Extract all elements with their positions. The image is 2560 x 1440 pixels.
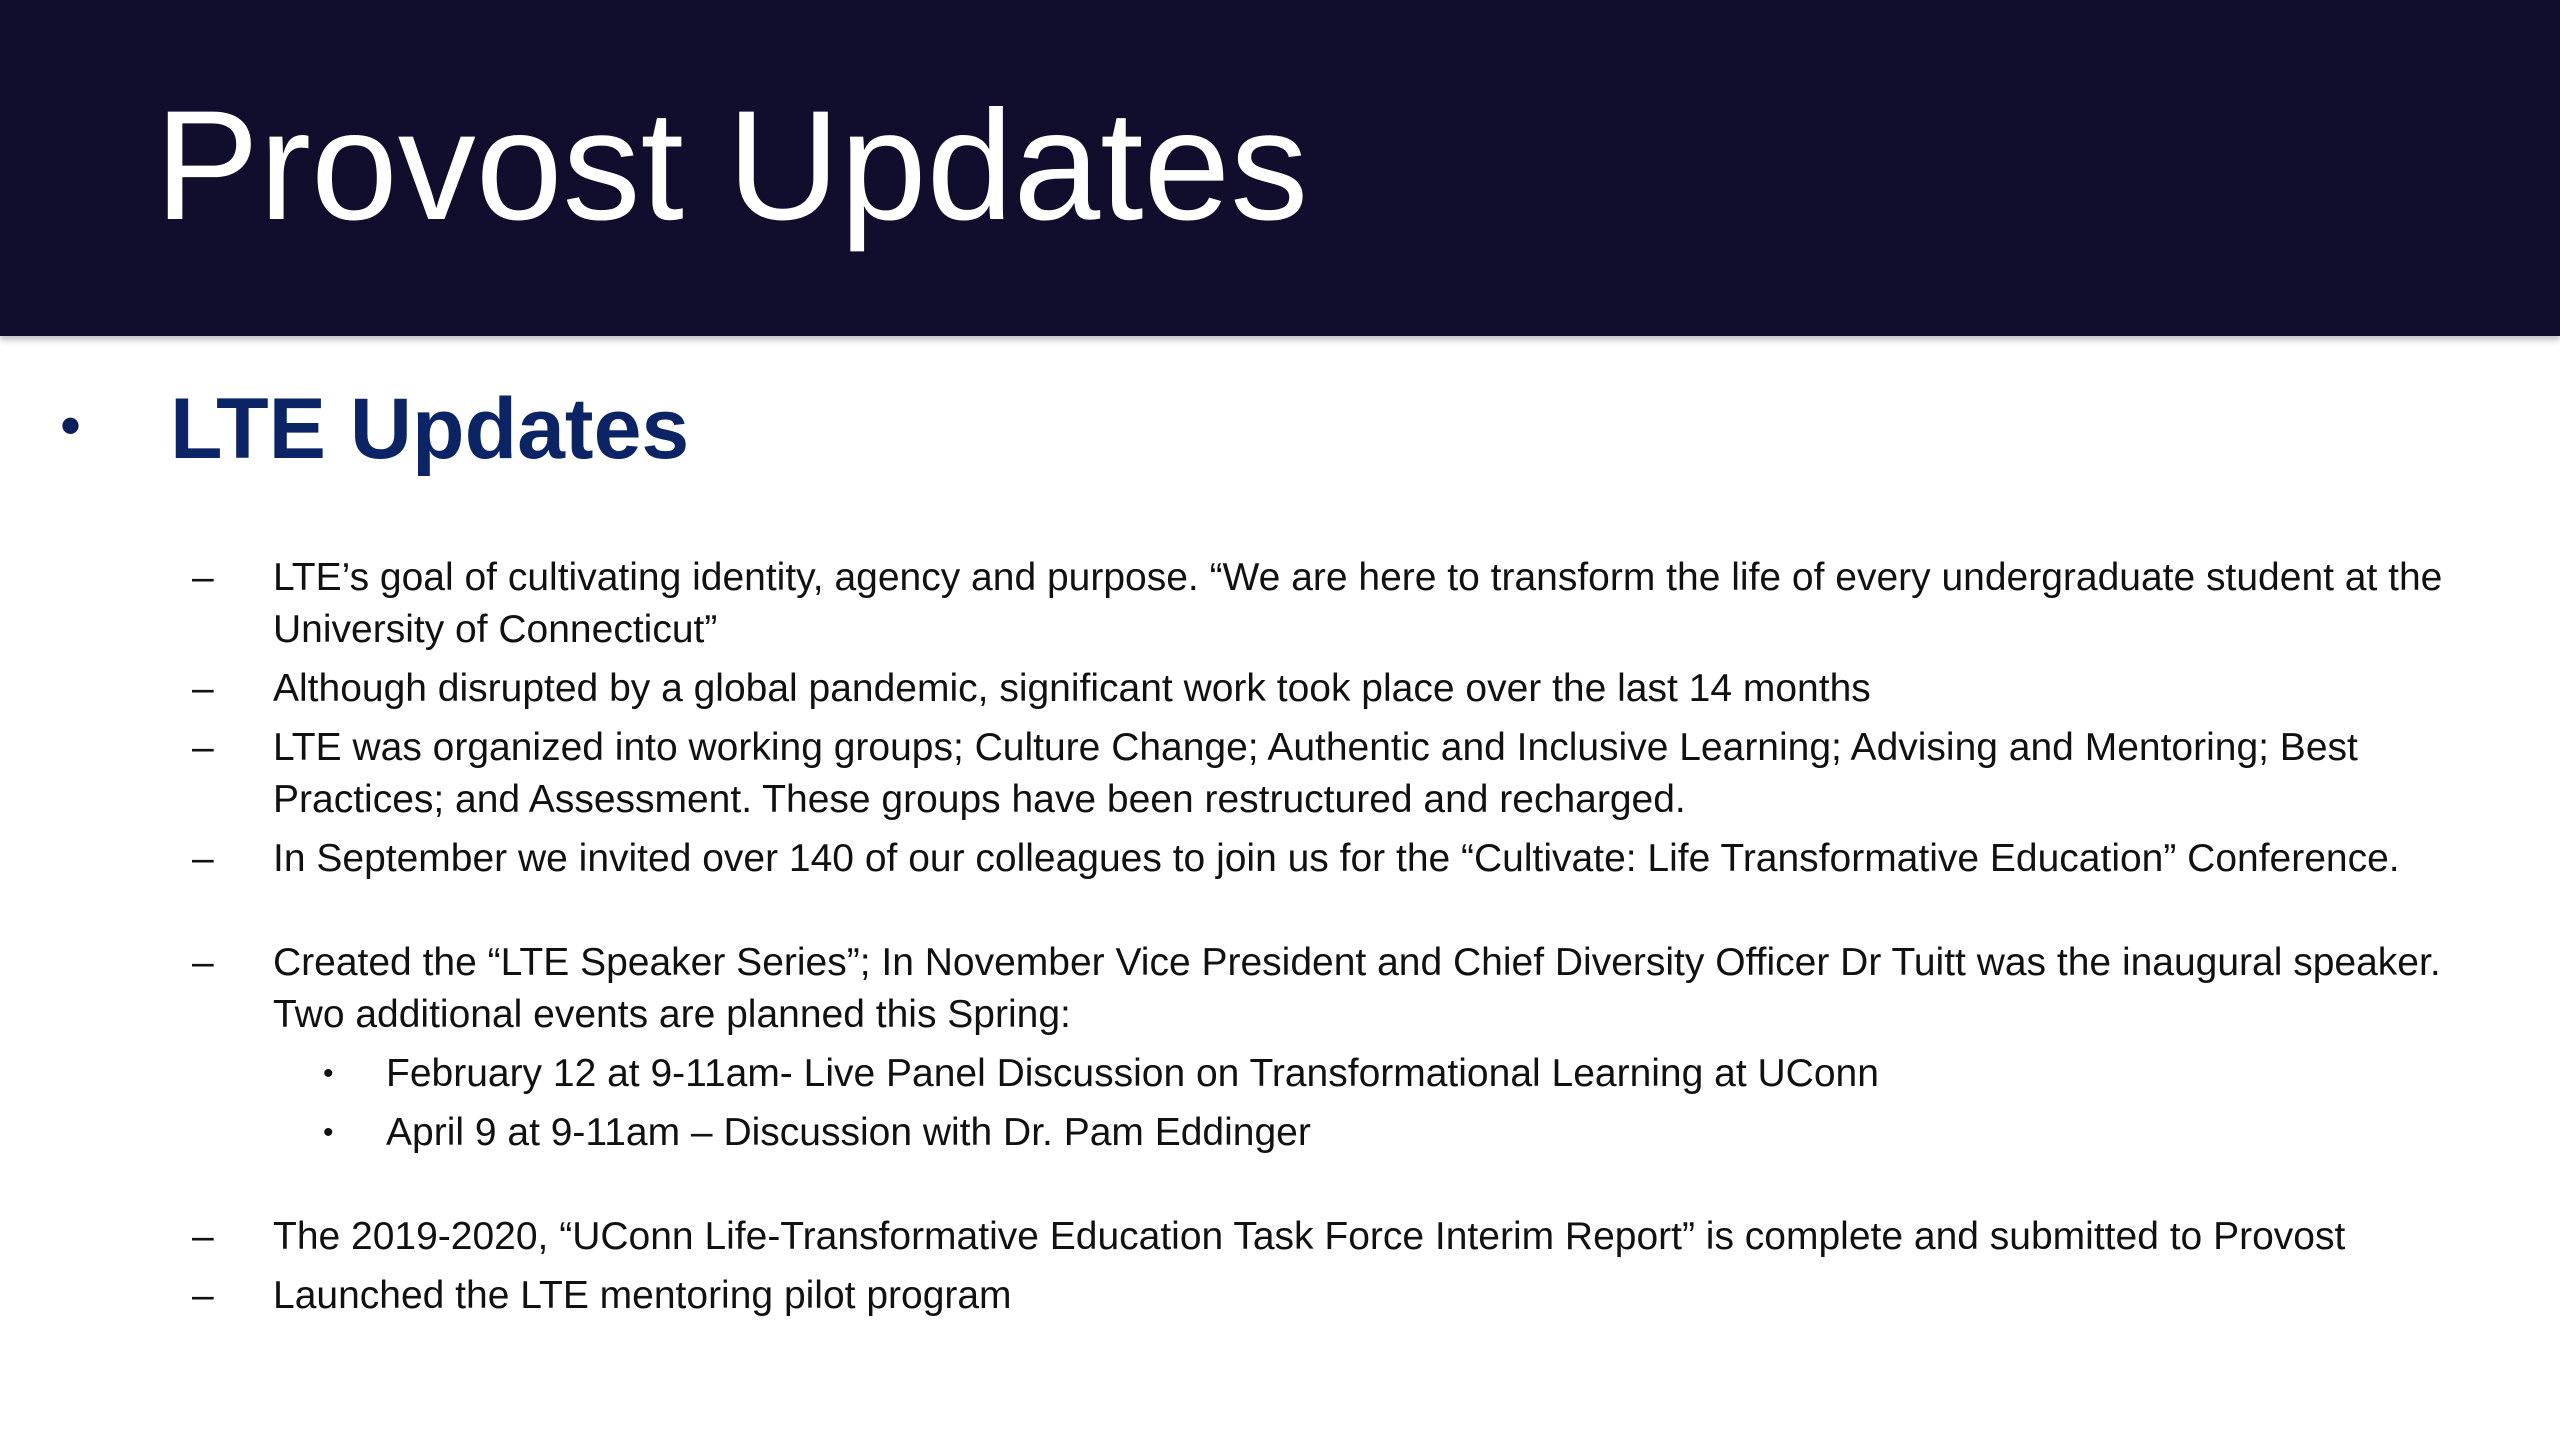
update-list bbox=[0, 552, 2560, 1329]
dash-marker: – bbox=[192, 667, 214, 710]
list-item bbox=[0, 833, 2560, 885]
dash-marker: – bbox=[192, 837, 214, 880]
list-item bbox=[0, 722, 2560, 826]
dash-marker: – bbox=[192, 726, 214, 769]
list-item bbox=[0, 937, 2560, 1159]
dash-marker: – bbox=[192, 941, 214, 984]
list-item bbox=[0, 663, 2560, 715]
dash-marker: – bbox=[192, 1215, 214, 1258]
list-item-text: The 2019-2020, “UConn Life-Transformative Education Task Force Interim Report” is complete and submitted to Provost bbox=[273, 1215, 2346, 1258]
list-item-text: In September we invited over 140 of our colleagues to join us for the “Cultivate: Life Transformative Education” Conference. bbox=[273, 837, 2400, 880]
slide-title: Provost Updates bbox=[155, 79, 1309, 253]
list-item bbox=[0, 552, 2560, 656]
section-heading: LTE Updates bbox=[170, 381, 690, 477]
sub-list-item bbox=[273, 1048, 2500, 1100]
dash-marker: – bbox=[192, 1274, 214, 1317]
title-banner bbox=[0, 0, 2560, 336]
section-bullet: • bbox=[60, 392, 82, 459]
list-item bbox=[0, 1211, 2560, 1263]
list-item-text: LTE was organized into working groups; Culture Change; Authentic and Inclusive Learning; Advising and Mentoring; Best Practices; and Assessment. These groups have been restructured and recharged. bbox=[273, 726, 2358, 821]
bullet-marker: • bbox=[323, 1116, 334, 1149]
list-item bbox=[0, 1270, 2560, 1322]
bullet-marker: • bbox=[323, 1057, 334, 1090]
sub-list-item bbox=[273, 1107, 2500, 1159]
speaker-series-events bbox=[273, 1048, 2500, 1159]
list-item-text: Launched the LTE mentoring pilot program bbox=[273, 1274, 1012, 1317]
list-item-text: LTE’s goal of cultivating identity, agency and purpose. “We are here to transform the life of every undergraduate student at the University of Connecticut” bbox=[273, 556, 2443, 651]
dash-marker: – bbox=[192, 556, 214, 599]
sub-list-item-text: April 9 at 9-11am – Discussion with Dr. Pam Eddinger bbox=[386, 1111, 1311, 1154]
sub-list-item-text: February 12 at 9-11am- Live Panel Discussion on Transformational Learning at UConn bbox=[386, 1052, 1879, 1095]
list-item-text: Although disrupted by a global pandemic, significant work took place over the last 14 months bbox=[273, 667, 1871, 710]
list-item-text: Created the “LTE Speaker Series”; In November Vice President and Chief Diversity Officer Dr Tuitt was the inaugural speaker. Two additional events are planned this Spring: bbox=[273, 941, 2441, 1036]
